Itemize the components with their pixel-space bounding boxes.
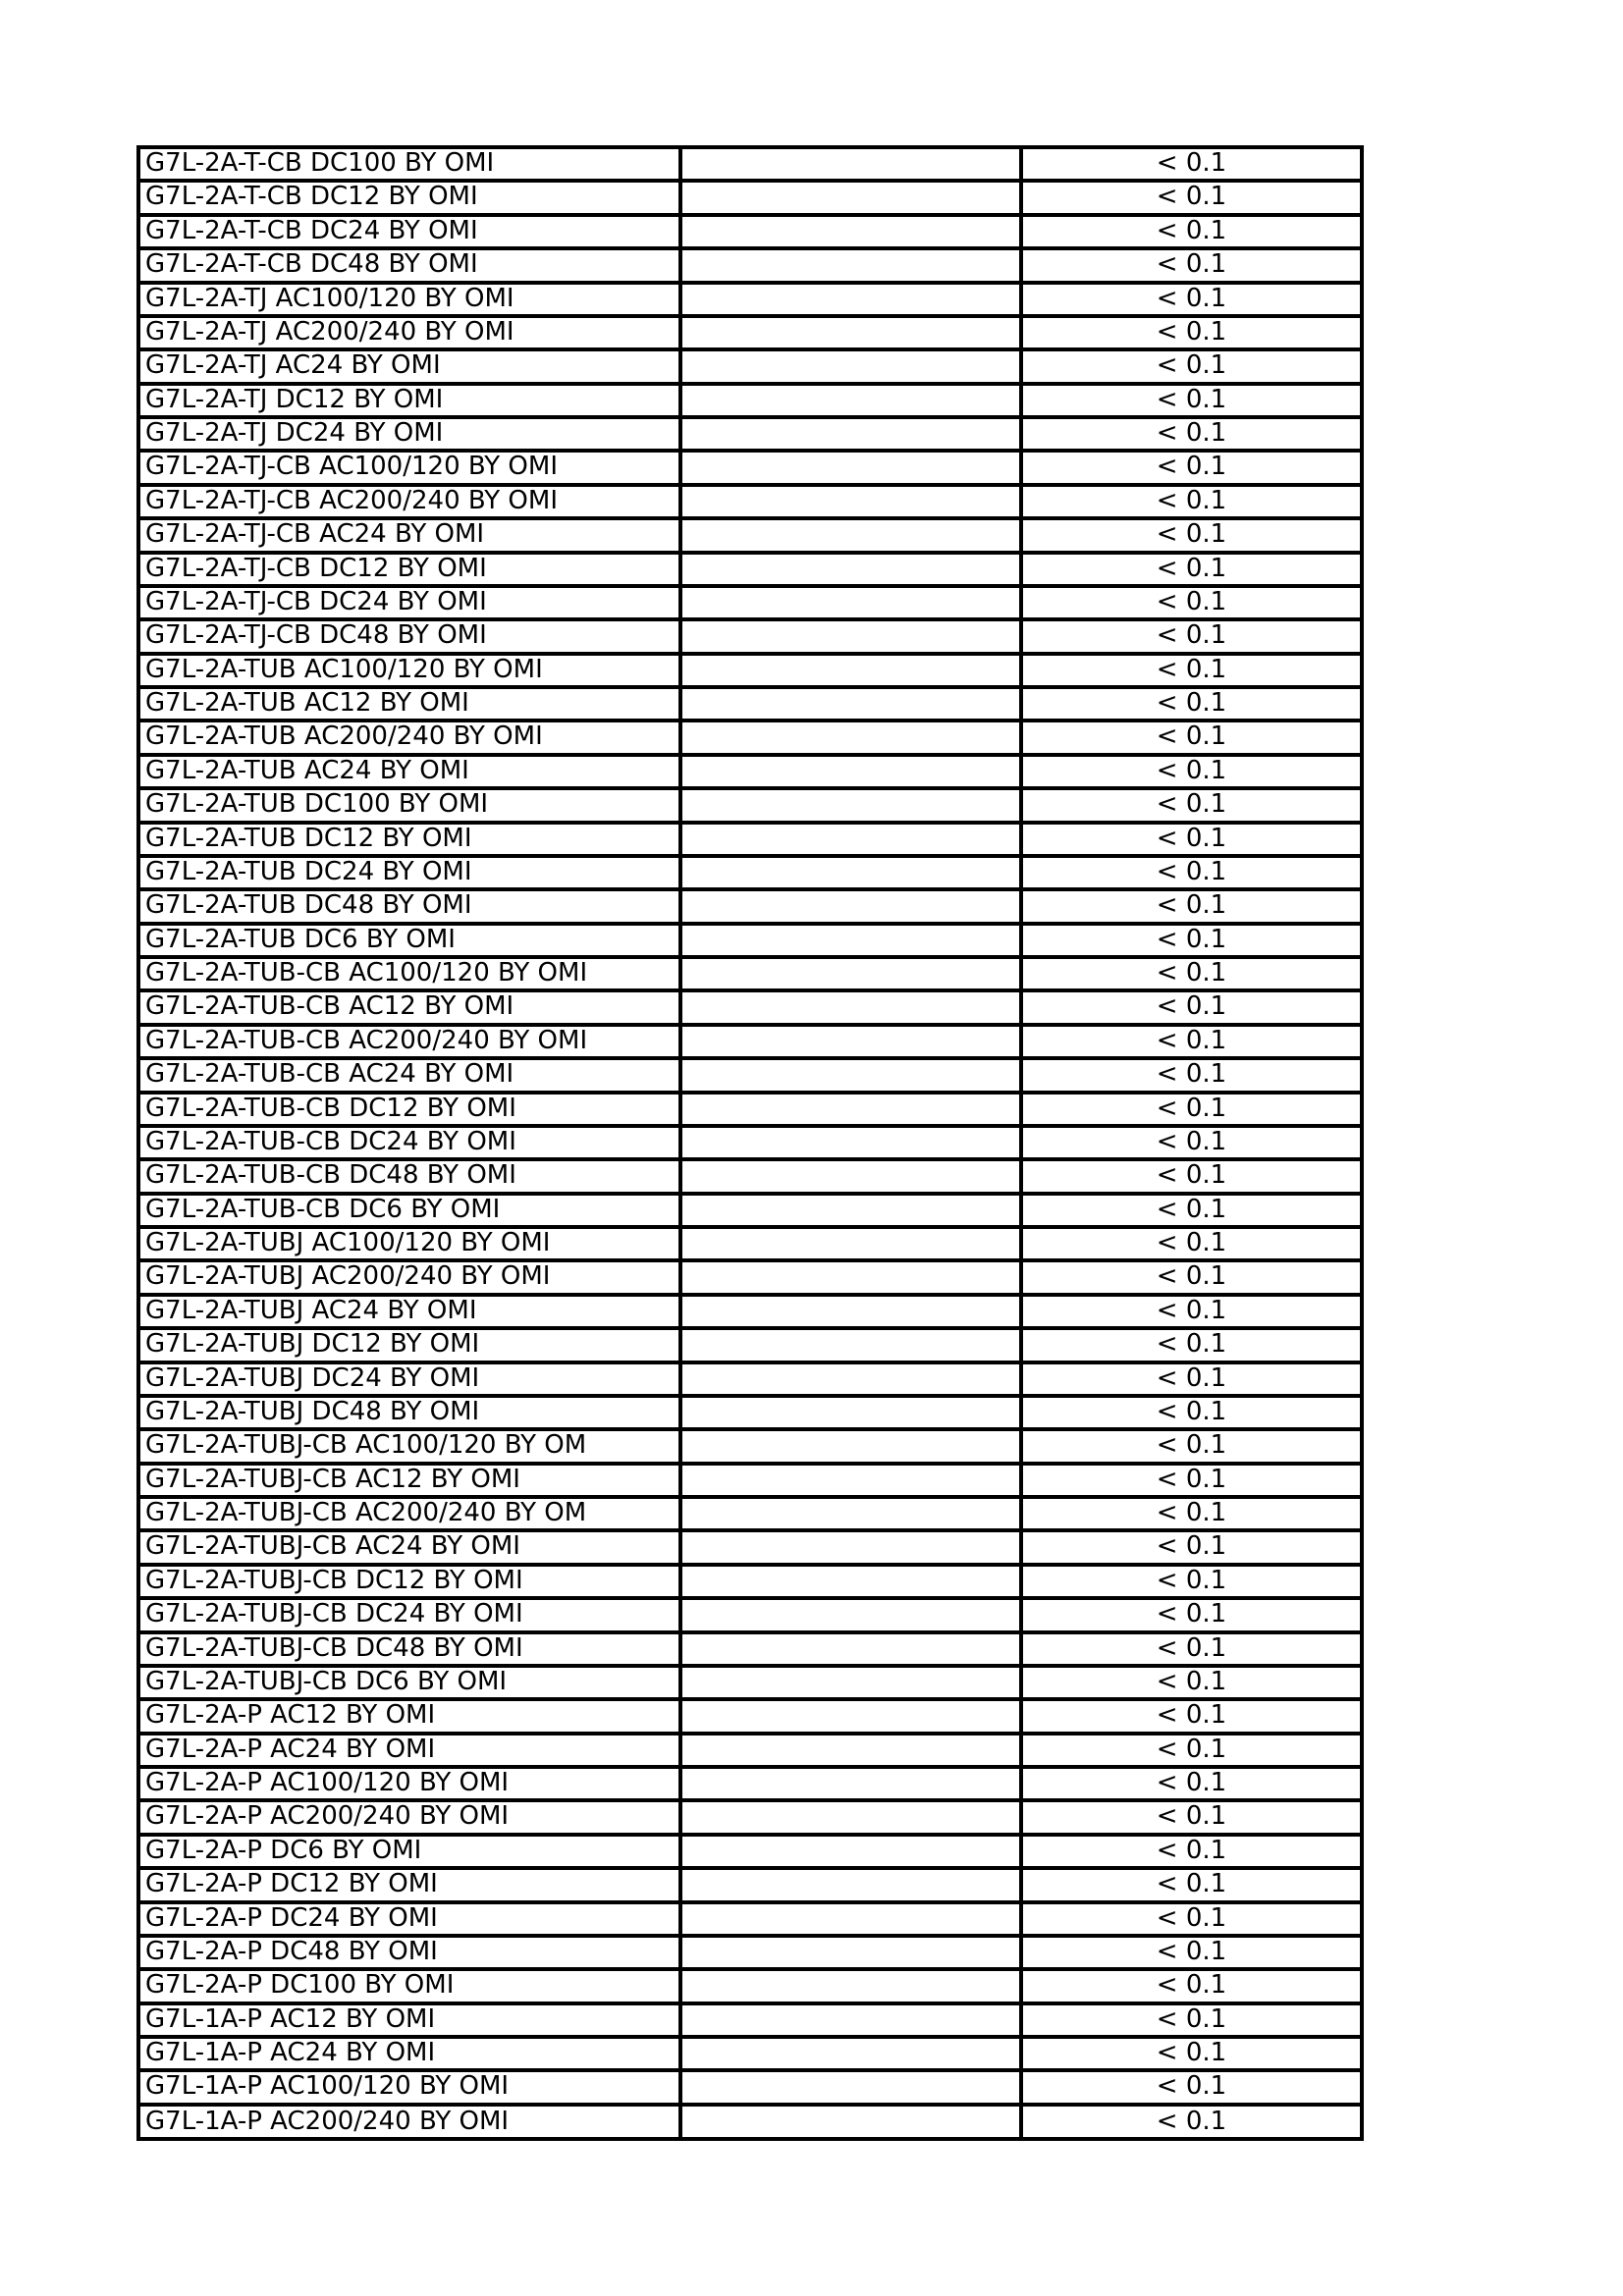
middle-empty-cell [680, 721, 1021, 754]
value-cell: < 0.1 [1021, 1396, 1362, 1429]
value-cell: < 0.1 [1021, 1565, 1362, 1598]
value-cell: < 0.1 [1021, 1025, 1362, 1058]
product-name-cell: G7L-2A-TUBJ AC100/120 BY OMI [138, 1227, 680, 1260]
table-row [138, 1429, 1362, 1463]
value-cell: < 0.1 [1021, 417, 1362, 451]
product-name-cell: G7L-2A-TUB AC12 BY OMI [138, 687, 680, 721]
middle-empty-cell [680, 1159, 1021, 1193]
value-cell: < 0.1 [1021, 1699, 1362, 1733]
product-name-cell: G7L-2A-TJ-CB AC200/240 BY OMI [138, 485, 680, 518]
table-row [138, 619, 1362, 653]
product-name-cell: G7L-2A-TUBJ-CB AC100/120 BY OM [138, 1429, 680, 1463]
value-cell: < 0.1 [1021, 316, 1362, 349]
product-name-cell: G7L-2A-P DC100 BY OMI [138, 1969, 680, 2002]
table-row [138, 1936, 1362, 1969]
product-name-cell: G7L-2A-P DC12 BY OMI [138, 1868, 680, 1901]
product-name-cell: G7L-2A-P AC200/240 BY OMI [138, 1800, 680, 1834]
table-row [138, 181, 1362, 214]
value-cell: < 0.1 [1021, 283, 1362, 316]
value-cell: < 0.1 [1021, 1429, 1362, 1463]
middle-empty-cell [680, 1598, 1021, 1631]
table-row [138, 553, 1362, 586]
middle-empty-cell [680, 248, 1021, 282]
product-name-cell: G7L-2A-TJ-CB DC48 BY OMI [138, 619, 680, 653]
product-name-cell: G7L-2A-TUBJ-CB AC12 BY OMI [138, 1464, 680, 1497]
product-name-cell: G7L-2A-TJ-CB AC24 BY OMI [138, 518, 680, 552]
value-cell: < 0.1 [1021, 788, 1362, 822]
product-name-cell: G7L-2A-TUB DC6 BY OMI [138, 924, 680, 957]
table-row [138, 1025, 1362, 1058]
value-cell: < 0.1 [1021, 2003, 1362, 2037]
middle-empty-cell [680, 1464, 1021, 1497]
table-row [138, 349, 1362, 383]
middle-empty-cell [680, 1093, 1021, 1126]
product-name-cell: G7L-2A-TUBJ-CB DC24 BY OMI [138, 1598, 680, 1631]
middle-empty-cell [680, 2037, 1021, 2070]
middle-empty-cell [680, 1497, 1021, 1530]
middle-empty-cell [680, 1902, 1021, 1936]
middle-empty-cell [680, 518, 1021, 552]
product-name-cell: G7L-2A-T-CB DC12 BY OMI [138, 181, 680, 214]
middle-empty-cell [680, 1767, 1021, 1800]
table-row [138, 856, 1362, 889]
middle-empty-cell [680, 1936, 1021, 1969]
table-row [138, 1800, 1362, 1834]
value-cell: < 0.1 [1021, 2105, 1362, 2139]
table-row [138, 1969, 1362, 2002]
product-name-cell: G7L-2A-P AC24 BY OMI [138, 1734, 680, 1767]
table-row [138, 1868, 1362, 1901]
value-cell: < 0.1 [1021, 1497, 1362, 1530]
value-cell: < 0.1 [1021, 619, 1362, 653]
product-name-cell: G7L-2A-TUB DC48 BY OMI [138, 889, 680, 923]
value-cell: < 0.1 [1021, 553, 1362, 586]
product-name-cell: G7L-1A-P AC200/240 BY OMI [138, 2105, 680, 2139]
value-cell: < 0.1 [1021, 1800, 1362, 1834]
middle-empty-cell [680, 2003, 1021, 2037]
product-name-cell: G7L-2A-P AC12 BY OMI [138, 1699, 680, 1733]
product-name-cell: G7L-2A-TJ-CB DC12 BY OMI [138, 553, 680, 586]
product-name-cell: G7L-2A-P DC48 BY OMI [138, 1936, 680, 1969]
product-name-cell: G7L-2A-T-CB DC100 BY OMI [138, 147, 680, 181]
parts-table [136, 145, 1364, 2141]
value-cell: < 0.1 [1021, 384, 1362, 417]
value-cell: < 0.1 [1021, 924, 1362, 957]
table-row [138, 485, 1362, 518]
value-cell: < 0.1 [1021, 1194, 1362, 1227]
product-name-cell: G7L-2A-TUBJ-CB DC12 BY OMI [138, 1565, 680, 1598]
middle-empty-cell [680, 1260, 1021, 1294]
middle-empty-cell [680, 181, 1021, 214]
value-cell: < 0.1 [1021, 215, 1362, 248]
middle-empty-cell [680, 957, 1021, 990]
value-cell: < 0.1 [1021, 990, 1362, 1024]
middle-empty-cell [680, 451, 1021, 484]
middle-empty-cell [680, 755, 1021, 788]
value-cell: < 0.1 [1021, 1530, 1362, 1564]
middle-empty-cell [680, 889, 1021, 923]
table-row [138, 823, 1362, 856]
table-row [138, 1058, 1362, 1092]
table-row [138, 1260, 1362, 1294]
table-row [138, 384, 1362, 417]
table-row [138, 2037, 1362, 2070]
middle-empty-cell [680, 1734, 1021, 1767]
value-cell: < 0.1 [1021, 485, 1362, 518]
product-name-cell: G7L-2A-P DC6 BY OMI [138, 1835, 680, 1868]
middle-empty-cell [680, 586, 1021, 619]
table-row [138, 1565, 1362, 1598]
value-cell: < 0.1 [1021, 957, 1362, 990]
table-row [138, 215, 1362, 248]
table-row [138, 1159, 1362, 1193]
middle-empty-cell [680, 687, 1021, 721]
table-row [138, 889, 1362, 923]
middle-empty-cell [680, 788, 1021, 822]
middle-empty-cell [680, 553, 1021, 586]
product-name-cell: G7L-2A-T-CB DC24 BY OMI [138, 215, 680, 248]
value-cell: < 0.1 [1021, 349, 1362, 383]
value-cell: < 0.1 [1021, 1126, 1362, 1159]
product-name-cell: G7L-2A-TUB-CB AC100/120 BY OMI [138, 957, 680, 990]
product-name-cell: G7L-2A-TUBJ-CB DC48 BY OMI [138, 1632, 680, 1666]
product-name-cell: G7L-2A-TUB DC12 BY OMI [138, 823, 680, 856]
middle-empty-cell [680, 1800, 1021, 1834]
table-row [138, 1126, 1362, 1159]
table-row [138, 1396, 1362, 1429]
product-name-cell: G7L-2A-TUB AC24 BY OMI [138, 755, 680, 788]
middle-empty-cell [680, 2070, 1021, 2104]
product-name-cell: G7L-1A-P AC100/120 BY OMI [138, 2070, 680, 2104]
value-cell: < 0.1 [1021, 856, 1362, 889]
value-cell: < 0.1 [1021, 1632, 1362, 1666]
value-cell: < 0.1 [1021, 755, 1362, 788]
middle-empty-cell [680, 417, 1021, 451]
value-cell: < 0.1 [1021, 1868, 1362, 1901]
middle-empty-cell [680, 1429, 1021, 1463]
product-name-cell: G7L-1A-P AC24 BY OMI [138, 2037, 680, 2070]
product-name-cell: G7L-2A-TUBJ DC48 BY OMI [138, 1396, 680, 1429]
value-cell: < 0.1 [1021, 1969, 1362, 2002]
product-name-cell: G7L-2A-TUBJ DC24 BY OMI [138, 1362, 680, 1396]
table-row [138, 283, 1362, 316]
table-row [138, 147, 1362, 181]
value-cell: < 0.1 [1021, 1902, 1362, 1936]
value-cell: < 0.1 [1021, 1362, 1362, 1396]
middle-empty-cell [680, 1632, 1021, 1666]
middle-empty-cell [680, 823, 1021, 856]
table-row [138, 1497, 1362, 1530]
middle-empty-cell [680, 924, 1021, 957]
table-row [138, 1666, 1362, 1699]
table-row [138, 1362, 1362, 1396]
middle-empty-cell [680, 1699, 1021, 1733]
table-row [138, 924, 1362, 957]
middle-empty-cell [680, 485, 1021, 518]
middle-empty-cell [680, 1362, 1021, 1396]
table-row [138, 654, 1362, 687]
table-row [138, 1598, 1362, 1631]
middle-empty-cell [680, 1328, 1021, 1362]
middle-empty-cell [680, 1868, 1021, 1901]
table-row [138, 417, 1362, 451]
product-name-cell: G7L-2A-TJ AC24 BY OMI [138, 349, 680, 383]
table-row [138, 1734, 1362, 1767]
value-cell: < 0.1 [1021, 654, 1362, 687]
value-cell: < 0.1 [1021, 1227, 1362, 1260]
value-cell: < 0.1 [1021, 1598, 1362, 1631]
table-row [138, 1328, 1362, 1362]
middle-empty-cell [680, 856, 1021, 889]
product-name-cell: G7L-2A-TUB-CB DC6 BY OMI [138, 1194, 680, 1227]
product-name-cell: G7L-2A-TUB AC200/240 BY OMI [138, 721, 680, 754]
table-row [138, 1699, 1362, 1733]
middle-empty-cell [680, 1565, 1021, 1598]
product-name-cell: G7L-2A-TJ-CB DC24 BY OMI [138, 586, 680, 619]
product-name-cell: G7L-1A-P AC12 BY OMI [138, 2003, 680, 2037]
value-cell: < 0.1 [1021, 2037, 1362, 2070]
middle-empty-cell [680, 1295, 1021, 1328]
table-row [138, 518, 1362, 552]
value-cell: < 0.1 [1021, 2070, 1362, 2104]
value-cell: < 0.1 [1021, 1260, 1362, 1294]
value-cell: < 0.1 [1021, 1464, 1362, 1497]
product-name-cell: G7L-2A-TUB-CB AC12 BY OMI [138, 990, 680, 1024]
middle-empty-cell [680, 1396, 1021, 1429]
table-row [138, 1835, 1362, 1868]
table-row [138, 1093, 1362, 1126]
value-cell: < 0.1 [1021, 1936, 1362, 1969]
value-cell: < 0.1 [1021, 1159, 1362, 1193]
product-name-cell: G7L-2A-TUBJ DC12 BY OMI [138, 1328, 680, 1362]
middle-empty-cell [680, 2105, 1021, 2139]
product-name-cell: G7L-2A-TUB-CB DC12 BY OMI [138, 1093, 680, 1126]
table-row [138, 451, 1362, 484]
product-name-cell: G7L-2A-T-CB DC48 BY OMI [138, 248, 680, 282]
table-row [138, 1295, 1362, 1328]
product-name-cell: G7L-2A-TUBJ AC24 BY OMI [138, 1295, 680, 1328]
table-row [138, 687, 1362, 721]
middle-empty-cell [680, 1025, 1021, 1058]
table-row [138, 957, 1362, 990]
product-name-cell: G7L-2A-TJ DC12 BY OMI [138, 384, 680, 417]
table-row [138, 316, 1362, 349]
table-row [138, 721, 1362, 754]
middle-empty-cell [680, 1126, 1021, 1159]
middle-empty-cell [680, 1969, 1021, 2002]
middle-empty-cell [680, 316, 1021, 349]
value-cell: < 0.1 [1021, 1666, 1362, 1699]
table-row [138, 1530, 1362, 1564]
product-name-cell: G7L-2A-P DC24 BY OMI [138, 1902, 680, 1936]
product-name-cell: G7L-2A-TUB AC100/120 BY OMI [138, 654, 680, 687]
middle-empty-cell [680, 1058, 1021, 1092]
product-name-cell: G7L-2A-TUBJ-CB AC24 BY OMI [138, 1530, 680, 1564]
middle-empty-cell [680, 1194, 1021, 1227]
middle-empty-cell [680, 1666, 1021, 1699]
table-row [138, 2105, 1362, 2139]
middle-empty-cell [680, 283, 1021, 316]
table-row [138, 1632, 1362, 1666]
table-row [138, 2003, 1362, 2037]
value-cell: < 0.1 [1021, 1295, 1362, 1328]
value-cell: < 0.1 [1021, 518, 1362, 552]
product-name-cell: G7L-2A-TUB-CB AC200/240 BY OMI [138, 1025, 680, 1058]
value-cell: < 0.1 [1021, 248, 1362, 282]
middle-empty-cell [680, 654, 1021, 687]
middle-empty-cell [680, 147, 1021, 181]
value-cell: < 0.1 [1021, 451, 1362, 484]
table-row [138, 1194, 1362, 1227]
value-cell: < 0.1 [1021, 1093, 1362, 1126]
table-row [138, 586, 1362, 619]
table-body [138, 147, 1362, 2139]
table-row [138, 1464, 1362, 1497]
value-cell: < 0.1 [1021, 721, 1362, 754]
middle-empty-cell [680, 384, 1021, 417]
middle-empty-cell [680, 1835, 1021, 1868]
value-cell: < 0.1 [1021, 889, 1362, 923]
value-cell: < 0.1 [1021, 586, 1362, 619]
middle-empty-cell [680, 215, 1021, 248]
middle-empty-cell [680, 619, 1021, 653]
value-cell: < 0.1 [1021, 1835, 1362, 1868]
product-name-cell: G7L-2A-P AC100/120 BY OMI [138, 1767, 680, 1800]
table-row [138, 1767, 1362, 1800]
value-cell: < 0.1 [1021, 1328, 1362, 1362]
product-name-cell: G7L-2A-TUB-CB DC24 BY OMI [138, 1126, 680, 1159]
product-name-cell: G7L-2A-TJ-CB AC100/120 BY OMI [138, 451, 680, 484]
table-row [138, 2070, 1362, 2104]
table-row [138, 755, 1362, 788]
table-row [138, 788, 1362, 822]
product-name-cell: G7L-2A-TUBJ-CB DC6 BY OMI [138, 1666, 680, 1699]
value-cell: < 0.1 [1021, 1767, 1362, 1800]
product-name-cell: G7L-2A-TUBJ-CB AC200/240 BY OM [138, 1497, 680, 1530]
value-cell: < 0.1 [1021, 1734, 1362, 1767]
middle-empty-cell [680, 349, 1021, 383]
table-row [138, 248, 1362, 282]
value-cell: < 0.1 [1021, 823, 1362, 856]
value-cell: < 0.1 [1021, 181, 1362, 214]
middle-empty-cell [680, 1530, 1021, 1564]
table-row [138, 1227, 1362, 1260]
product-name-cell: G7L-2A-TUB-CB AC24 BY OMI [138, 1058, 680, 1092]
product-name-cell: G7L-2A-TJ AC100/120 BY OMI [138, 283, 680, 316]
product-name-cell: G7L-2A-TUBJ AC200/240 BY OMI [138, 1260, 680, 1294]
middle-empty-cell [680, 990, 1021, 1024]
product-name-cell: G7L-2A-TJ DC24 BY OMI [138, 417, 680, 451]
table-row [138, 990, 1362, 1024]
middle-empty-cell [680, 1227, 1021, 1260]
product-name-cell: G7L-2A-TJ AC200/240 BY OMI [138, 316, 680, 349]
product-name-cell: G7L-2A-TUB DC24 BY OMI [138, 856, 680, 889]
table-row [138, 1902, 1362, 1936]
value-cell: < 0.1 [1021, 687, 1362, 721]
value-cell: < 0.1 [1021, 1058, 1362, 1092]
value-cell: < 0.1 [1021, 147, 1362, 181]
product-name-cell: G7L-2A-TUB DC100 BY OMI [138, 788, 680, 822]
product-name-cell: G7L-2A-TUB-CB DC48 BY OMI [138, 1159, 680, 1193]
